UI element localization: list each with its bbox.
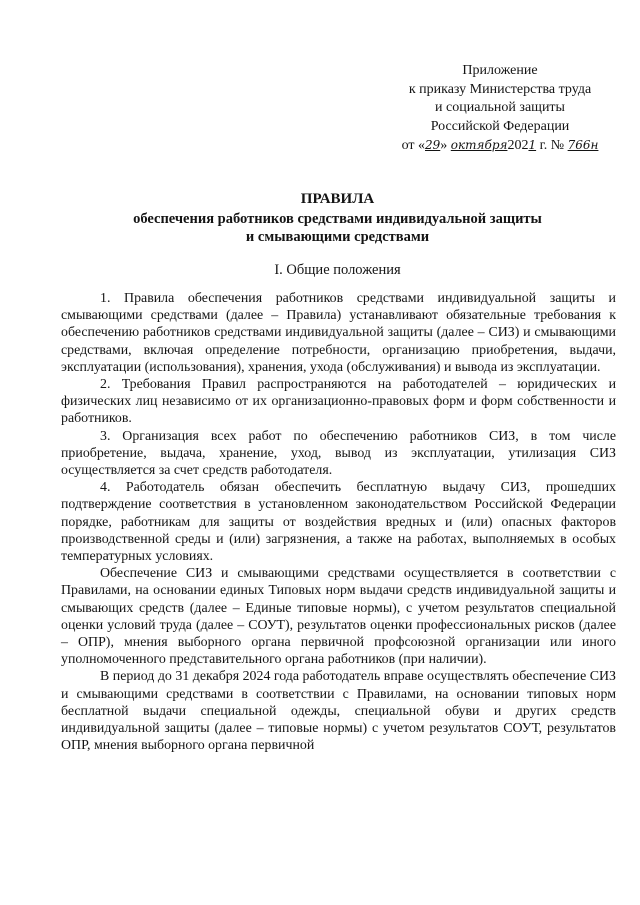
paragraph-4: 4. Работодатель обязан обеспечить бесплатную выдачу СИЗ, прошедших подтверждение соответствия в установленном законодательством Российской Федерации порядке, работникам для защиты от воздействия вредных и (или) опасных факторов производственной среды и (или) загрязнения, а также на работах, выполняемых в особых температурных условиях. <box>61 480 616 565</box>
paragraph-5: Обеспечение СИЗ и смывающими средствами осуществляется в соответствии с Правилами, на основании единых Типовых норм выдачи средств индивидуальной защиты и смывающих средств (далее – Единые типовые нормы), с учетом результатов специальной оценки условий труда (далее – СОУТ), результатов оценки профессиональных рисков (далее – ОПР), мнения выборного органа первичной профсоюзной организации или иного уполномоченного представительного органа работников (при наличии). <box>61 566 616 668</box>
section-heading: I. Общие положения <box>274 262 401 278</box>
annex-label: Приложение <box>462 63 538 78</box>
title-main: ПРАВИЛА <box>300 191 375 207</box>
year-suffix: г. № <box>536 138 565 153</box>
paragraph-1: 1. Правила обеспечения работников средствами индивидуальной защиты и смывающими средствами (далее – Правила) устанавливают обязательные требования к обеспечению работников средствами индивидуальной защиты (далее – СИЗ) и смывающими средствами, включая определение потребности, организацию приобретения, выдачи, эксплуатации (использования), хранения, ухода (обслуживания) и вывода из эксплуатации. <box>61 291 616 375</box>
annex-country-line: Российской Федерации <box>430 118 570 134</box>
handwritten-day: 29 <box>425 138 441 152</box>
handwritten-month: октября <box>450 138 508 152</box>
annex-ministry-line: и социальной защиты <box>435 100 565 115</box>
annex-date-line <box>395 136 605 156</box>
document-title <box>60 190 615 246</box>
date-prefix: от « <box>401 138 425 153</box>
paragraph-6: В период до 31 декабря 2024 года работодатель вправе осуществлять обеспечение СИЗ и смывающими средствами в соответствии с Правилами, на основании типовых норм бесплатной выдачи специальной одежды, специальной обуви и других средств индивидуальной защиты (далее – типовые нормы) с учетом результатов СОУТ, результатов ОПР, мнения выборного органа первичной <box>61 669 616 754</box>
paragraph-2: 2. Требования Правил распространяются на работодателей – юридических и физических лиц независимо от их организационно-правовых форм и форм собственности и работников. <box>61 377 616 427</box>
paragraph-3: 3. Организация всех работ по обеспечению работников СИЗ, в том числе приобретение, выдача, хранение, уход, вывод из эксплуатации, утилизация СИЗ осуществляется за счет средств работодателя. <box>61 428 616 479</box>
year-prefix: 202 <box>507 138 529 153</box>
handwritten-order-number: 766н <box>567 138 599 152</box>
date-mid: » <box>440 138 448 153</box>
title-line-3: и смывающими средствами <box>245 229 430 245</box>
annex-order-line: к приказу Министерства труда <box>408 81 592 97</box>
handwritten-year-digit: 1 <box>528 138 537 152</box>
document-body <box>61 290 616 754</box>
title-line-2: обеспечения работников средствами индивидуальной защиты <box>133 211 542 227</box>
annex-header <box>395 62 605 156</box>
